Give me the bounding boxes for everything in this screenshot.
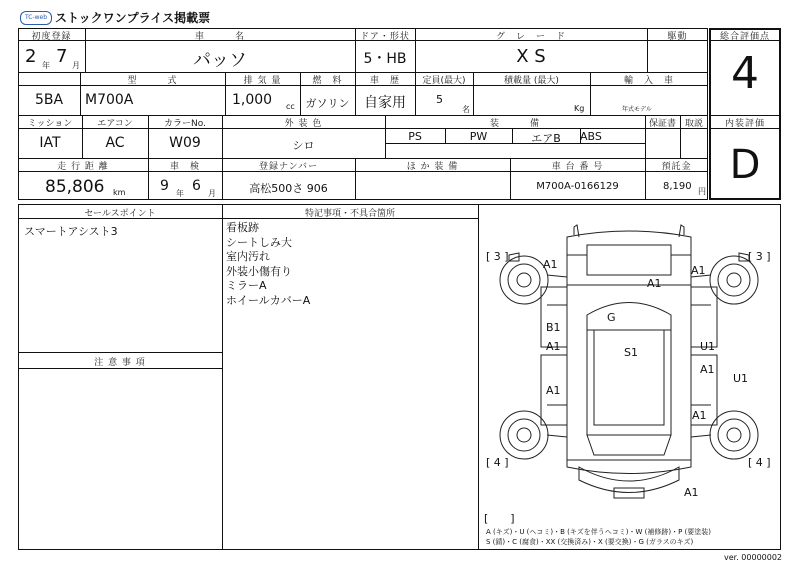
door-shape-value: 5・HB — [363, 51, 407, 67]
label-equipment: 装 備 — [489, 119, 540, 129]
note-item: ミラーA — [226, 279, 267, 292]
note-item: ホイールカバーA — [226, 293, 311, 307]
plate-value: 高松500さ 906 — [249, 182, 328, 195]
damage-legend-line-1: A (キズ)・U (ヘコミ)・B (キズを伴うヘコミ)・W (補修跡)・P (要塗装) — [486, 528, 712, 536]
damage-mark: G — [607, 311, 616, 324]
reg-year: 2 — [25, 46, 37, 67]
label-aircon: エアコン — [97, 119, 133, 129]
label-door-shape: ドア・形状 — [360, 32, 410, 42]
label-inspection: 車 検 — [169, 162, 200, 172]
inspection-month: 6 — [192, 178, 201, 194]
bracket-top-right: [ 3 ] — [748, 250, 771, 263]
label-plate: 登録ナンバー — [259, 162, 318, 172]
label-sales-points: セールスポイント — [84, 209, 156, 219]
label-displacement: 排 気 量 — [243, 76, 282, 86]
page-title: ストックワンプライス掲載票 — [55, 11, 211, 25]
damage-mark: A1 — [692, 409, 707, 422]
damage-mark: U1 — [700, 340, 716, 353]
label-interior-rating: 内装評価 — [724, 119, 765, 129]
damage-mark: U1 — [733, 372, 749, 385]
inspection-month-unit: 月 — [208, 189, 216, 198]
bracket-bottom-right: [ 4 ] — [748, 456, 771, 469]
exterior-color-value: シロ — [292, 139, 315, 152]
displacement-value: 1,000 — [232, 92, 273, 108]
note-item: 室内汚れ — [226, 250, 270, 263]
damage-mark: A1 — [543, 258, 558, 271]
month-unit: 月 — [72, 61, 80, 70]
label-mileage: 走 行 距 離 — [57, 162, 109, 172]
label-other-equipment: ほ か 装 備 — [406, 162, 459, 172]
label-color-no: カラーNo. — [164, 119, 206, 129]
damage-legend-line-2: S (錆)・C (腐食)・XX (交換済み)・X (要交換)・G (ガラスのキズ) — [486, 538, 694, 546]
label-caution: 注 意 事 項 — [94, 358, 146, 368]
label-exterior-color: 外 装 色 — [284, 119, 323, 129]
import-model-year: 年式モデル — [622, 106, 652, 113]
usage-value: 自家用 — [364, 95, 406, 111]
grade-value: X S — [516, 46, 546, 67]
label-usage: 車 歴 — [369, 76, 400, 86]
label-warranty: 保証書 — [648, 119, 676, 129]
logo: TC-web — [20, 11, 52, 25]
capacity-value: 5 — [436, 93, 443, 106]
inspection-year-unit: 年 — [176, 189, 184, 198]
overall-rating-value: 4 — [731, 48, 759, 99]
damage-mark: A1 — [647, 277, 662, 290]
label-fuel: 燃 料 — [312, 76, 343, 86]
label-car-name: 車 名 — [194, 32, 245, 42]
note-item: 看板跡 — [226, 221, 259, 234]
capacity-unit: 名 — [462, 105, 470, 114]
label-first-registration: 初度登録 — [31, 32, 72, 42]
equipment-pw: PW — [469, 130, 488, 143]
label-deposit: 預託金 — [661, 162, 692, 172]
label-notes: 特記事項・不具合箇所 — [304, 209, 395, 219]
label-mission: ミッション — [27, 119, 73, 129]
notes-list — [226, 221, 310, 308]
deposit-unit: 円 — [698, 187, 706, 196]
mileage-unit: km — [113, 188, 126, 197]
car-diagram — [479, 205, 780, 525]
chassis-no-value: M700A-0166129 — [536, 181, 619, 192]
damage-mark: A1 — [546, 384, 561, 397]
damage-mark: B1 — [546, 321, 561, 334]
note-item: シートしみ大 — [226, 235, 292, 249]
inspection-year: 9 — [160, 178, 169, 194]
version-label: ver. 00000002 — [724, 553, 783, 562]
bracket-top-left: [ 3 ] — [486, 250, 509, 263]
mission-value: IAT — [39, 135, 61, 151]
damage-mark: A1 — [691, 264, 706, 277]
label-chassis-no: 車 台 番 号 — [551, 162, 604, 172]
label-capacity: 定員(最大) — [422, 76, 466, 86]
interior-rating-value: D — [729, 142, 761, 188]
deposit-value: 8,190 — [663, 181, 692, 192]
damage-mark: A1 — [546, 340, 561, 353]
load-unit: Kg — [574, 104, 585, 113]
color-no-value: W09 — [169, 135, 201, 151]
label-load: 積載量 (最大) — [504, 76, 559, 86]
displacement-unit: cc — [286, 102, 295, 111]
year-unit: 年 — [42, 61, 50, 70]
reg-month: 7 — [56, 46, 68, 67]
label-manual: 取説 — [684, 119, 703, 129]
fuel-value: ガソリン — [305, 97, 350, 110]
equipment-abs: ABS — [580, 130, 602, 143]
equipment-ps: PS — [408, 130, 422, 143]
note-item: 外装小傷有り — [226, 264, 292, 278]
aircon-value: AC — [105, 135, 125, 151]
bracket-bottom: [ ] — [484, 512, 515, 525]
damage-mark: S1 — [624, 346, 638, 359]
model-prefix-value: 5BA — [34, 92, 64, 108]
label-grade: グ レ ー ド — [495, 32, 566, 42]
model-value: M700A — [85, 92, 134, 108]
damage-mark: A1 — [684, 486, 699, 499]
bracket-bottom-left: [ 4 ] — [486, 456, 509, 469]
label-overall-rating: 総合評価点 — [719, 32, 770, 42]
equipment-airbag: エアB — [531, 132, 561, 145]
label-drive: 駆動 — [667, 32, 688, 42]
label-model: 型 式 — [127, 76, 178, 86]
damage-mark: A1 — [700, 363, 715, 376]
mileage-value: 85,806 — [45, 177, 105, 197]
label-import: 輸 入 車 — [623, 76, 674, 86]
car-name-value: パッソ — [193, 50, 247, 71]
sales-point-item: スマートアシスト3 — [24, 225, 118, 238]
